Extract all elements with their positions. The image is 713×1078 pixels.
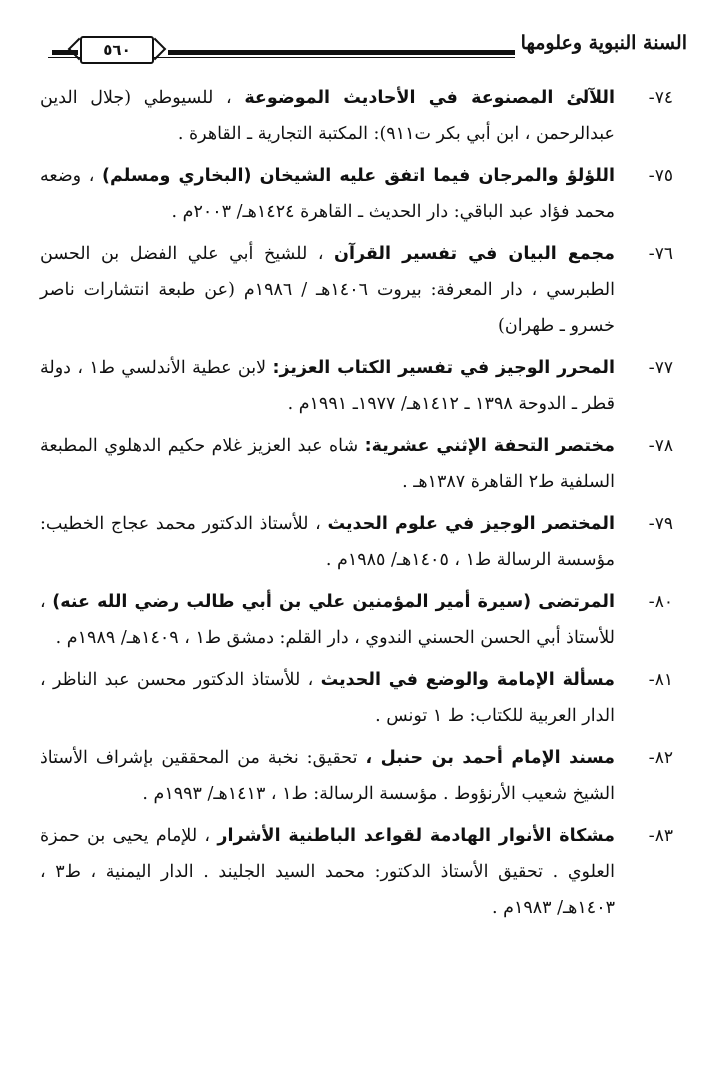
entry-body: شاه عبد العزيز غلام حكيم الدهلوي المطبعة السلفية ط٢ القاهرة ١٣٨٧هـ .	[40, 436, 615, 492]
entry-title: اللآلئ المصنوعة في الأحاديث الموضوعة	[244, 88, 615, 108]
entry-body: ، للسيوطي (جلال الدين عبدالرحمن ، ابن أبي بكر ت٩١١): المكتبة التجارية ـ القاهرة .	[40, 88, 615, 144]
entry-body: ، للأستاذ الدكتور محمد عجاج الخطيب: مؤسسة الرسالة ط١ ، ١٤٠٥هـ/ ١٩٨٥م .	[40, 514, 615, 570]
bibliography-entry	[40, 428, 673, 500]
bibliography-entry	[40, 236, 673, 344]
entry-number: ٨١-	[648, 670, 673, 690]
bibliography-entry	[40, 158, 673, 230]
entry-body: تحقيق: نخبة من المحققين بإشراف الأستاذ الشيخ شعيب الأرنؤوط . مؤسسة الرسالة: ط١ ، ١٤١٣هـ/ ١٩٩٣م .	[40, 748, 615, 804]
entry-title: مسند الإمام أحمد بن حنبل ،	[365, 748, 615, 768]
entry-number: ٧٦-	[648, 244, 673, 264]
entry-title: مسألة الإمامة والوضع في الحديث	[320, 670, 615, 690]
bibliography-entry	[40, 350, 673, 422]
bibliography-entry	[40, 506, 673, 578]
entry-number: ٨٢-	[648, 748, 673, 768]
entry-title: مختصر التحفة الإثني عشرية:	[364, 436, 615, 456]
entry-title: مجمع البيان في تفسير القرآن	[334, 244, 615, 264]
entry-body: ، للأستاذ أبي الحسن الحسني الندوي ، دار القلم: دمشق ط١ ، ١٤٠٩هـ/ ١٩٨٩م .	[40, 592, 615, 648]
bibliography-entry	[40, 662, 673, 734]
entry-number: ٧٤-	[648, 88, 673, 108]
entry-title: اللؤلؤ والمرجان فيما اتفق عليه الشيخان (البخاري ومسلم)	[101, 166, 615, 186]
entry-body: ، للإمام يحيى بن حمزة العلوي . تحقيق الأستاذ الدكتور: محمد السيد الجليند . الدار اليمنية ، ط٣ ، ١٤٠٣هـ/ ١٩٨٣م .	[40, 826, 615, 918]
entry-number: ٧٨-	[648, 436, 673, 456]
page-header	[28, 28, 687, 68]
entry-number: ٨٣-	[648, 826, 673, 846]
entry-body: ، للأستاذ الدكتور محسن عبد الناظر ، الدار العربية للكتاب: ط ١ تونس .	[40, 670, 615, 726]
bibliography-entry	[40, 818, 673, 926]
entry-body: لابن عطية الأندلسي ط١ ، دولة قطر ـ الدوحة ١٣٩٨ ـ ١٤١٢هـ/ ١٩٧٧ـ ١٩٩١م .	[40, 358, 615, 414]
entry-number: ٧٩-	[648, 514, 673, 534]
entry-title: المرتضى (سيرة أمير المؤمنين علي بن أبي طالب رضي الله عنه)	[52, 592, 615, 612]
entry-number: ٧٥-	[648, 166, 673, 186]
bibliography-entry	[40, 80, 673, 152]
entry-body: ، وضعه محمد فؤاد عبد الباقي: دار الحديث ـ القاهرة ١٤٢٤هـ/ ٢٠٠٣م .	[40, 166, 615, 222]
running-title: السنة النبوية وعلومها	[520, 32, 687, 54]
entry-number: ٨٠-	[648, 592, 673, 612]
entry-title: المختصر الوجيز في علوم الحديث	[327, 514, 615, 534]
bibliography-list	[40, 80, 673, 932]
entry-title: المحرر الوجيز في تفسير الكتاب العزيز:	[272, 358, 615, 378]
entry-number: ٧٧-	[648, 358, 673, 378]
entry-body: ، للشيخ أبي علي الفضل بن الحسن الطبرسي ، دار المعرفة: بيروت ١٤٠٦هـ / ١٩٨٦م (عن طبعة انتشارات ناصر خسرو ـ طهران)	[40, 244, 615, 336]
bibliography-entry	[40, 584, 673, 656]
bibliography-entry	[40, 740, 673, 812]
page-number: ٥٦٠	[80, 36, 154, 64]
entry-title: مشكاة الأنوار الهادمة لقواعد الباطنية الأشرار	[217, 826, 615, 846]
header-rule	[168, 50, 515, 55]
